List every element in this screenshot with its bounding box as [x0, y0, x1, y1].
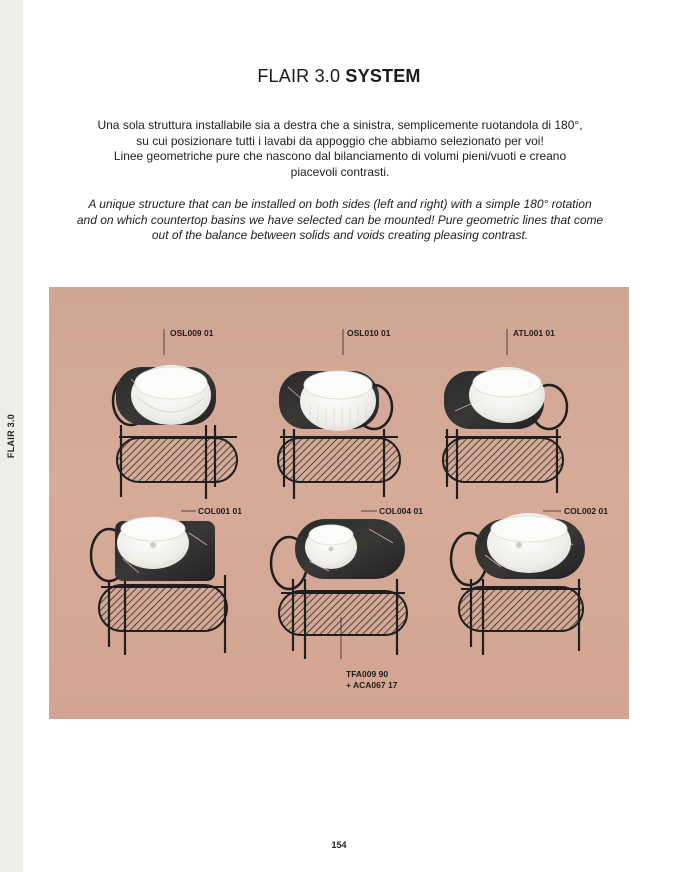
- title-bold: SYSTEM: [345, 66, 421, 86]
- stand-col001: [91, 517, 227, 655]
- description-english: [60, 197, 620, 244]
- description-it-line: piacevoli contrasti.: [290, 164, 390, 179]
- code-tfa-line1: TFA009 90: [346, 669, 389, 679]
- description-en-line: out of the balance between solids and voids creating pleasing contrast.: [151, 228, 529, 242]
- code-col001: COL001 01: [198, 506, 242, 516]
- code-col004: COL004 01: [379, 506, 423, 516]
- stand-osl010: [278, 371, 400, 499]
- stand-atl001: [443, 367, 567, 499]
- description-en-line: A unique structure that can be installed on both sides (left and right) with a simple 180° rotation: [88, 197, 592, 211]
- page-number: 154: [331, 840, 347, 850]
- stand-col004: [271, 519, 407, 659]
- description-it-line: su cui posizionare tutti i lavabi da appoggio che abbiamo selezionato per voi!: [136, 133, 544, 148]
- product-photo: [49, 287, 629, 719]
- code-atl001: ATL001 01: [513, 328, 555, 338]
- page-title: [0, 66, 678, 87]
- stand-col002: [451, 513, 585, 655]
- code-osl009: OSL009 01: [170, 328, 214, 338]
- description-it-line: Una sola struttura installabile sia a destra che a sinistra, semplicemente ruotandola di 180°,: [97, 118, 583, 132]
- code-col002: COL002 01: [564, 506, 608, 516]
- product-illustration: [49, 287, 629, 719]
- description-it-line: Linee geometriche pure che nascono dal bilanciamento di volumi pieni/vuoti e creano: [113, 149, 567, 163]
- description-italian: [60, 118, 620, 180]
- stand-osl009: [113, 365, 237, 499]
- description-en-line: and on which countertop basins we have selected can be mounted! Pure geometric lines that come: [76, 212, 604, 227]
- title-light: FLAIR 3.0: [257, 66, 341, 86]
- code-tfa-line2: + ACA067 17: [346, 680, 398, 690]
- code-tfa009: [346, 669, 397, 691]
- code-osl010: OSL010 01: [347, 328, 391, 338]
- sidebar-label: FLAIR 3.0: [6, 413, 16, 459]
- sidebar-strip: [0, 0, 23, 872]
